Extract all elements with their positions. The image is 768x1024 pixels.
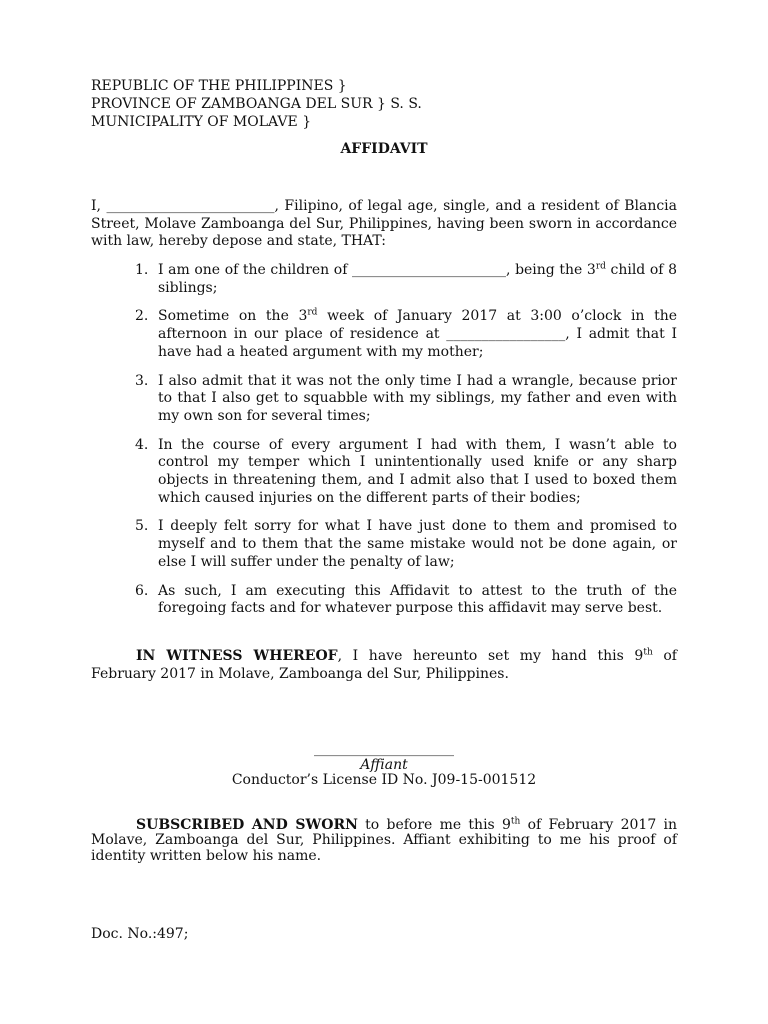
- statement-item-6: [91, 583, 677, 618]
- item-text: Sometime on the 3: [158, 308, 308, 325]
- jurat-text: to before me this 9: [357, 817, 511, 833]
- item-number: 1.: [135, 262, 149, 278]
- witness-paragraph: [91, 648, 677, 683]
- statement-item-1: [91, 262, 677, 297]
- item-text-cont: child of 8 siblings;: [158, 262, 677, 296]
- item-number: 2.: [135, 308, 149, 325]
- jurat-text-cont: of February 2017 in Molave, Zamboanga del Sur, Philippines. Affiant exhibiting to me his proof of identity written below his name.: [91, 817, 677, 864]
- license-id: Conductor’s License ID No. J09-15-001512: [231, 772, 537, 788]
- jurat-paragraph: [91, 818, 677, 864]
- header-province: PROVINCE OF ZAMBOANGA DEL SUR } S. S.: [91, 96, 422, 112]
- item-number: 4.: [135, 436, 149, 453]
- jurat-heading: SUBSCRIBED AND SWORN: [136, 817, 358, 833]
- ordinal-suffix: rd: [307, 307, 318, 318]
- jurisdiction-header: [91, 77, 422, 131]
- doc-number: Doc. No.:497;: [91, 926, 189, 942]
- item-text: I am one of the children of ______________________, being the 3: [158, 262, 596, 278]
- intro-text: I, ________________________, Filipino, of legal age, single, and a resident of Blancia Street, Molave Zamboanga del Sur, Philippines, having been sworn in accordance with law, hereby depose and state, THAT:: [91, 198, 677, 250]
- document-title: AFFIDAVIT: [340, 141, 428, 157]
- statement-item-3: [91, 373, 677, 426]
- item-number: 5.: [135, 518, 149, 535]
- statement-item-5: [91, 518, 677, 571]
- affiant-label: Affiant: [360, 757, 408, 773]
- item-number: 6.: [135, 582, 149, 599]
- item-text: I also admit that it was not the only time I had a wrangle, because prior to that I also get to squabble with my siblings, my father and even with my own son for several times;: [158, 372, 677, 424]
- ordinal-suffix: th: [510, 816, 521, 827]
- intro-paragraph: [91, 198, 677, 251]
- signature-line: ____________________: [314, 741, 454, 757]
- statement-item-2: [91, 308, 677, 361]
- ordinal-suffix: th: [643, 647, 653, 658]
- statement-list: [91, 262, 677, 629]
- item-text-cont: week of January 2017 at 3:00 o’clock in the afternoon in our place of residence at _________________, I admit that I have had a heated argument with my mother;: [158, 308, 677, 360]
- statement-item-4: [91, 437, 677, 508]
- witness-text-cont: of February 2017 in Molave, Zamboanga del Sur, Philippines.: [91, 648, 677, 682]
- header-municipality: MUNICIPALITY OF MOLAVE }: [91, 114, 312, 130]
- ordinal-suffix: rd: [595, 261, 606, 272]
- item-text: I deeply felt sorry for what I have just done to them and promised to myself and to them that the same mistake would not be done again, or else I will suffer under the penalty of law;: [158, 518, 677, 570]
- item-text: In the course of every argument I had with them, I wasn’t able to control my temper which I unintentionally used knife or any sharp objects in threatening them, and I admit also that I used to boxed them which caused injuries on the different parts of their bodies;: [158, 436, 677, 506]
- header-republic: REPUBLIC OF THE PHILIPPINES }: [91, 78, 347, 94]
- item-number: 3.: [135, 372, 149, 389]
- witness-heading: IN WITNESS WHEREOF: [136, 648, 338, 664]
- item-text: As such, I am executing this Affidavit to attest to the truth of the foregoing facts and for whatever purpose this affidavit may serve best.: [158, 582, 677, 617]
- witness-text: , I have hereunto set my hand this 9: [337, 648, 644, 664]
